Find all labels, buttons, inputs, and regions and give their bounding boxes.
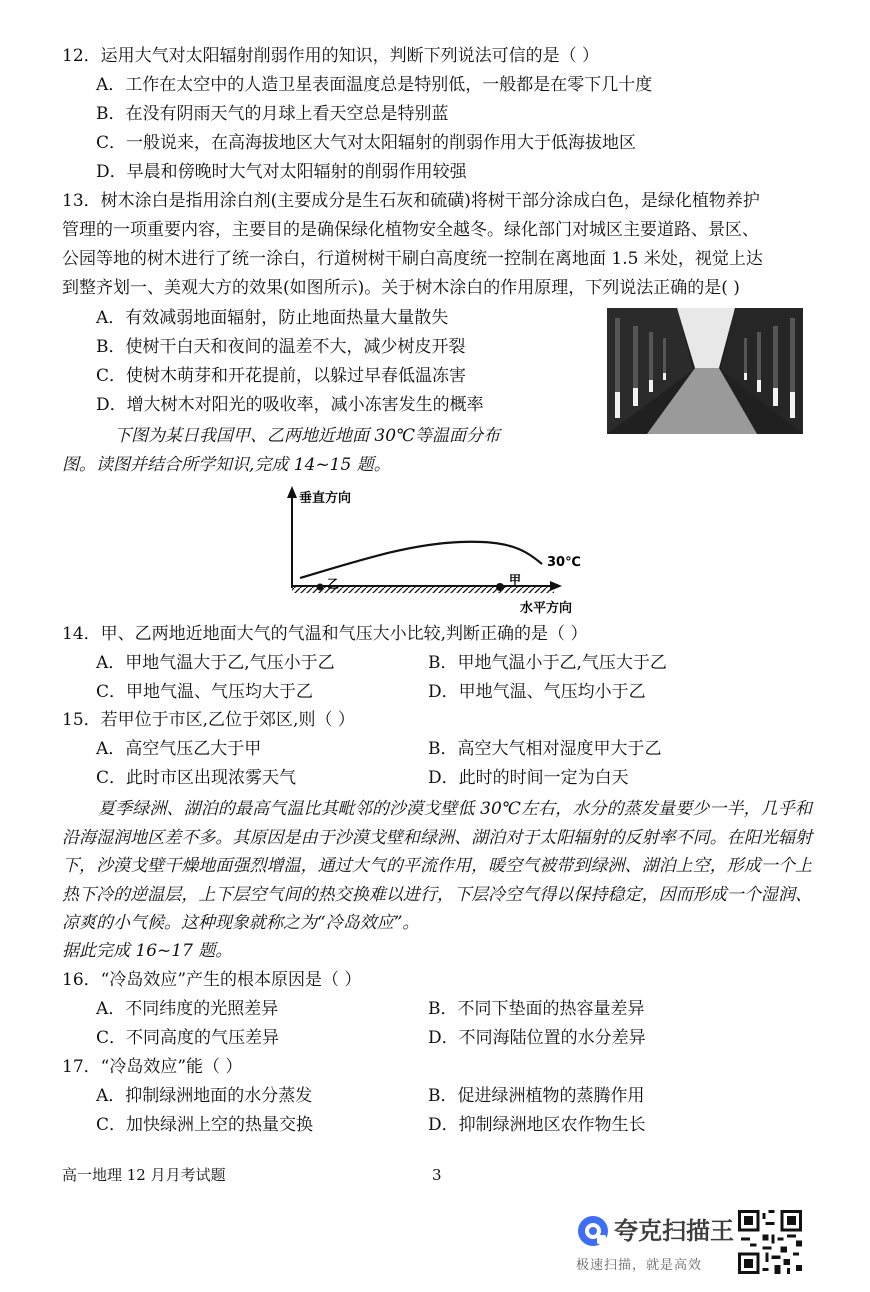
point-yi-label: 乙	[327, 577, 340, 591]
q12-stem: 12．运用大气对太阳辐射削弱作用的知识，判断下列说法可信的是（ ）	[62, 46, 600, 66]
q14-option-b: B．甲地气温小于乙,气压大于乙	[428, 653, 667, 673]
q14-option-c: C．甲地气温、气压均大于乙	[96, 682, 314, 702]
q16-option-d: D．不同海陆位置的水分差异	[428, 1028, 646, 1048]
q16-option-b: B．不同下垫面的热容量差异	[428, 999, 645, 1019]
q12-option-d: D．早晨和傍晚时大气对太阳辐射的削弱作用较强	[96, 162, 467, 182]
quark-logo-icon	[576, 1214, 610, 1248]
q15-option-d: D．此时的时间一定为白天	[428, 768, 629, 788]
point-jia-label: 甲	[509, 573, 522, 587]
q15-stem: 15．若甲位于市区,乙位于郊区,则（ ）	[62, 710, 355, 730]
q15-option-a: A．高空气压乙大于甲	[96, 739, 262, 759]
passage-text: 夏季绿洲、湖泊的最高气温比其毗邻的沙漠戈壁低 30℃左右，水分的蒸发量要少一半，几乎和沿海湿润地区差不多。其原因是由于沙漠戈壁和绿洲、湖泊对于太阳辐射的反射率不同。在阳光辐射下，沙漠戈壁干燥地面强烈增温，通过大气的平流作用，暖空气被带到绿洲、湖泊上空，形成一个上热下冷的逆温层，上下层空气间的热交换难以进行，下层冷空气得以保持稳定，因而形成一个湿润、凉爽的小气候。这种现象就称之为“冷岛效应”。	[62, 799, 812, 933]
q16-stem: 16．“冷岛效应”产生的根本原因是（ ）	[62, 970, 362, 990]
intro-14-15-line2: 图。读图并结合所学知识,完成 14~15 题。	[62, 455, 391, 475]
q17-option-a: A．抑制绿洲地面的水分蒸发	[96, 1086, 313, 1106]
q15-option-c: C．此时市区出现浓雾天气	[96, 768, 297, 788]
q13-stem-line4: 到整齐划一、美观大方的效果(如图所示)。关于树木涂白的作用原理，下列说法正确的是( )	[62, 278, 740, 298]
q14-option-d: D．甲地气温、气压均小于乙	[428, 682, 646, 702]
scanner-slogan: 极速扫描，就是高效	[576, 1258, 703, 1273]
isotherm-label: 30℃	[547, 555, 581, 570]
q17-stem: 17．“冷岛效应”能（ ）	[62, 1057, 243, 1077]
qr-code-icon[interactable]	[738, 1210, 802, 1274]
tree-whitewash-photo	[607, 308, 803, 434]
q12-option-c: C．一般说来，在高海拔地区大气对太阳辐射的削弱作用大于低海拔地区	[96, 133, 637, 153]
q13-option-a: A．有效减弱地面辐射，防止地面热量大量散失	[96, 308, 449, 328]
passage-tail: 据此完成 16~17 题。	[62, 941, 233, 961]
vertical-axis-arrow	[287, 486, 297, 498]
q16-option-a: A．不同纬度的光照差异	[96, 999, 279, 1019]
q17-option-d: D．抑制绿洲地区农作物生长	[428, 1115, 646, 1135]
isotherm-diagram	[270, 480, 600, 620]
isotherm-30c-curve	[300, 542, 542, 578]
horizontal-axis-label: 水平方向	[520, 601, 573, 616]
q13-stem-line3: 公园等地的树木进行了统一涂白，行道树树干刷白高度统一控制在离地面 1.5 米处，视觉上达	[62, 249, 763, 269]
q13-option-c: C．使树木萌芽和开花提前，以躲过早春低温冻害	[96, 366, 467, 386]
q13-option-d: D．增大树木对阳光的吸收率，减小冻害发生的概率	[96, 395, 484, 415]
page-number: 3	[432, 1166, 442, 1184]
scanner-brand-name: 夸克扫描王	[614, 1217, 734, 1245]
point-yi-marker	[317, 584, 324, 591]
q12-option-a: A．工作在太空中的人造卫星表面温度总是特别低，一般都是在零下几十度	[96, 75, 653, 95]
intro-14-15-line1: 下图为某日我国甲、乙两地近地面 30℃等温面分布	[114, 426, 501, 446]
q13-stem-line2: 管理的一项重要内容，主要目的是确保绿化植物安全越冬。绿化部门对城区主要道路、景区、	[62, 220, 759, 240]
q12-option-b: B．在没有阴雨天气的月球上看天空总是特别蓝	[96, 104, 449, 124]
point-jia-marker	[496, 583, 504, 591]
q17-option-c: C．加快绿洲上空的热量交换	[96, 1115, 314, 1135]
q14-option-a: A．甲地气温大于乙,气压小于乙	[96, 653, 335, 673]
q13-option-b: B．使树干白天和夜间的温差不大，减少树皮开裂	[96, 337, 466, 357]
footer-title: 高一地理 12 月月考试题	[62, 1166, 226, 1184]
q15-option-b: B．高空大气相对湿度甲大于乙	[428, 739, 662, 759]
q17-option-b: B．促进绿洲植物的蒸腾作用	[428, 1086, 645, 1106]
q16-option-c: C．不同高度的气压差异	[96, 1028, 280, 1048]
horizontal-axis-arrow	[550, 581, 562, 591]
q13-stem-line1: 13．树木涂白是指用涂白剂(主要成分是生石灰和硫磺)将树干部分涂成白色，是绿化植物养护	[62, 191, 760, 211]
vertical-axis-label: 垂直方向	[299, 491, 352, 506]
q14-stem: 14．甲、乙两地近地面大气的气温和气压大小比较,判断正确的是（ ）	[62, 624, 588, 644]
